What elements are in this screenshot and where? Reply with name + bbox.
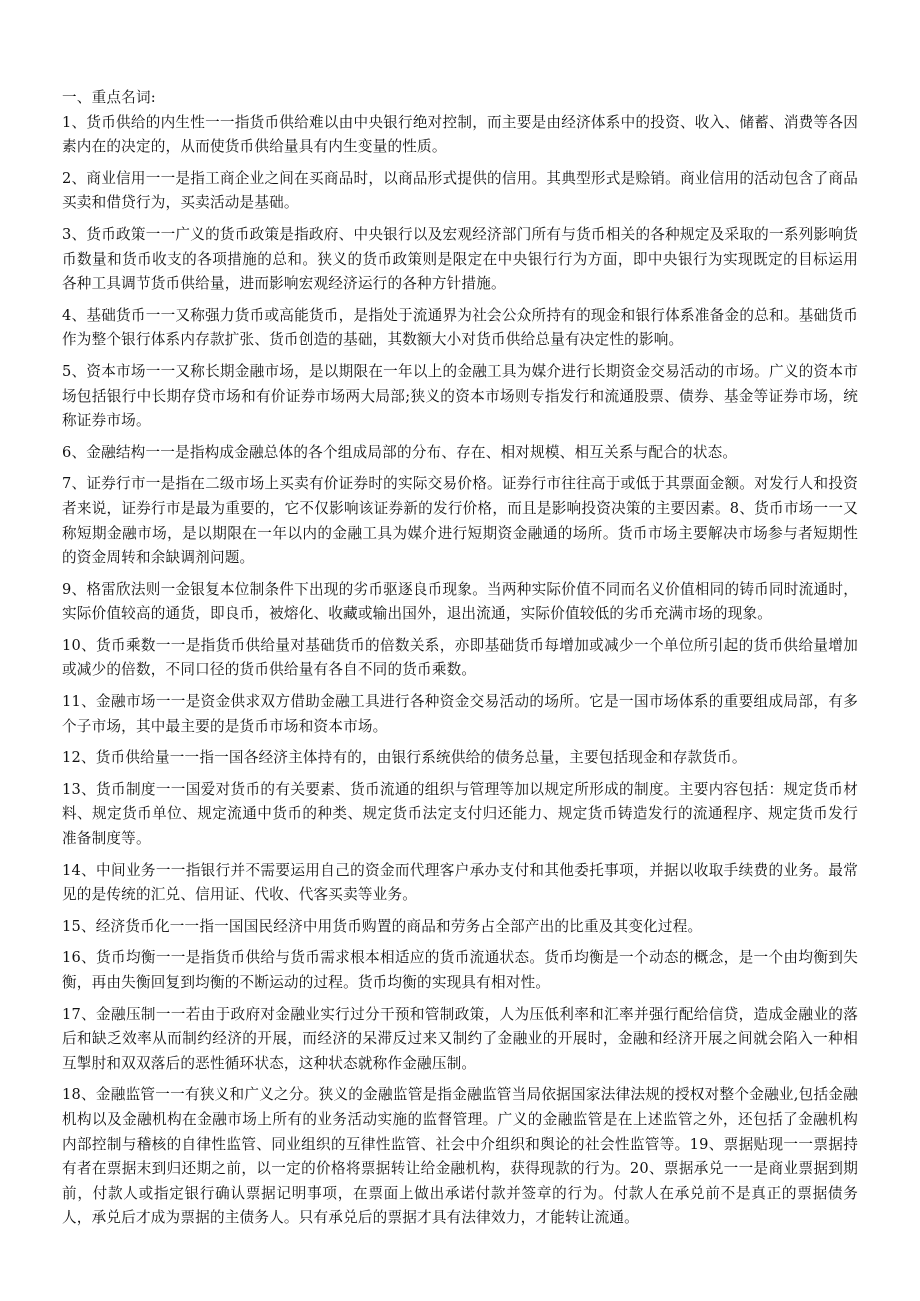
term-item-11: 11、金融市场一一是资金供求双方借助金融工具进行各种资金交易活动的场所。它是一国市场体系的重要组成局部，有多个子市场，其中最主要的是货币市场和资本市场。	[62, 693, 858, 735]
term-item-16: 16、货币均衡一一是指货币供给与货币需求根本相适应的货币流通状态。货币均衡是一个动态的概念，是一个由均衡到失衡，再由失衡回复到均衡的不断运动的过程。货币均衡的实现具有相对性。	[62, 949, 858, 991]
term-item-1: 1、货币供给的内生性一一指货币供给难以由中央银行绝对控制，而主要是由经济体系中的投资、收入、储蓄、消费等各因素内在的决定的，从而使货币供给量具有内生变量的性质。	[62, 113, 858, 156]
term-item-3: 3、货币政策一一广义的货币政策是指政府、中央银行以及宏观经济部门所有与货币相关的各种规定及采取的一系列影响货币数量和货币收支的各项措施的总和。狭义的货币政策则是限定在中央银行行为方面，即中央银行为实现既定的目标运用各种工具调节货币供给量，进而影响宏观经济运行的各种方针措施。	[62, 225, 858, 293]
term-item-12: 12、货币供给量一一指一国各经济主体持有的，由银行系统供给的债务总量，主要包括现金和存款货币。	[62, 749, 747, 767]
term-item-7: 7、证券行市一是指在二级市场上买卖有价证券时的实际交易价格。证券行市往往高于或低于其票面金额。对发行人和投资者来说，证券行市是最为重要的，它不仅影响该证券新的发行价格，而且是影响投资决策的主要因素。8、货币市场一一又称短期金融市场，是以期限在一年以内的金融工具为媒介进行短期资金融通的场所。货币市场主要解决市场参与者短期性的资金周转和余缺调剂问题。	[62, 475, 858, 567]
term-item-14: 14、中间业务一一指银行并不需要运用自己的资金而代理客户承办支付和其他委托事项，并据以收取手续费的业务。最常见的是传统的汇兑、信用证、代收、代客买卖等业务。	[62, 861, 858, 904]
term-item-5: 5、资本市场一一又称长期金融市场，是以期限在一年以上的金融工具为媒介进行长期资金交易活动的市场。广义的资本市场包括银行中长期存贷市场和有价证券市场两大局部;狭义的资本市场则专指发行和流通股票、债券、基金等证券市场，统称证券市场。	[62, 362, 858, 430]
term-item-17: 17、金融压制一一若由于政府对金融业实行过分干预和管制政策，人为压低利率和汇率并强行配给信贷，造成金融业的落后和缺乏效率从而制约经济的开展，而经济的呆滞反过来又制约了金融业的开展时，金融和经济开展之间就会陷入一种相互掣肘和双双落后的恶性循环状态，这种状态就称作金融压制。	[62, 1005, 858, 1072]
term-item-10: 10、货币乘数一一是指货币供给量对基础货币的倍数关系，亦即基础货币每增加或减少一个单位所引起的货币供给量增加或减少的倍数，不同口径的货币供给量有各自不同的货币乘数。	[62, 636, 858, 679]
section-heading: 一、重点名词:	[62, 89, 156, 106]
term-item-18: 18、金融监管一一有狭义和广义之分。狭义的金融监管是指金融监管当局依据国家法律法规的授权对整个金融业,包括金融机构以及金融机构在金融市场上所有的业务活动实施的监督管理。广义的金融监管是在上述监管之外，还包括了金融机构内部控制与稽核的自律性监管、同业组织的互律性监管、社会中介组织和舆论的社会性监管等。19、票据贴现一一票据持有者在票据末到归还期之前，以一定的价格将票据转让给金融机构，获得现款的行为。20、票据承兑一一是商业票据到期前，付款人或指定银行确认票据记明事项，在票面上做出承诺付款并签章的行为。付款人在承兑前不是真正的票据债务人，承兑后才成为票据的主债务人。只有承兑后的票据才具有法律效力，才能转让流通。	[62, 1086, 858, 1227]
document-body	[62, 86, 858, 1238]
term-item-9: 9、格雷欣法则一金银复本位制条件下出现的劣币驱逐良币现象。当两种实际价值不同而名义价值相同的铸币同时流通时，实际价值较高的通货，即良币，被熔化、收藏或输出国外，退出流通，实际价值较低的劣币充满市场的现象。	[62, 580, 858, 623]
term-item-4: 4、基础货币一一又称强力货币或高能货币，是指处于流通界为社会公众所持有的现金和银行体系准备金的总和。基础货币作为整个银行体系内存款扩张、货币创造的基础，其数额大小对货币供给总量有决定性的影响。	[62, 306, 858, 349]
term-item-15: 15、经济货币化一一指一国国民经济中用货币购置的商品和劳务占全部产出的比重及其变化过程。	[62, 917, 703, 935]
term-item-13: 13、货币制度一一国爱对货币的有关要素、货币流通的组织与管理等加以规定所形成的制度。主要内容包括：规定货币材料、规定货币单位、规定流通中货币的种类、规定货币法定支付归还能力、规定货币铸造发行的流通程序、规定货币发行准备制度等。	[62, 780, 858, 848]
term-item-6: 6、金融结构一一是指构成金融总体的各个组成局部的分布、存在、相对规模、相互关系与配合的状态。	[62, 443, 738, 461]
term-item-2: 2、商业信用一一是指工商企业之间在买商品时，以商品形式提供的信用。其典型形式是赊销。商业信用的活动包含了商品买卖和借贷行为，买卖活动是基础。	[62, 169, 858, 212]
